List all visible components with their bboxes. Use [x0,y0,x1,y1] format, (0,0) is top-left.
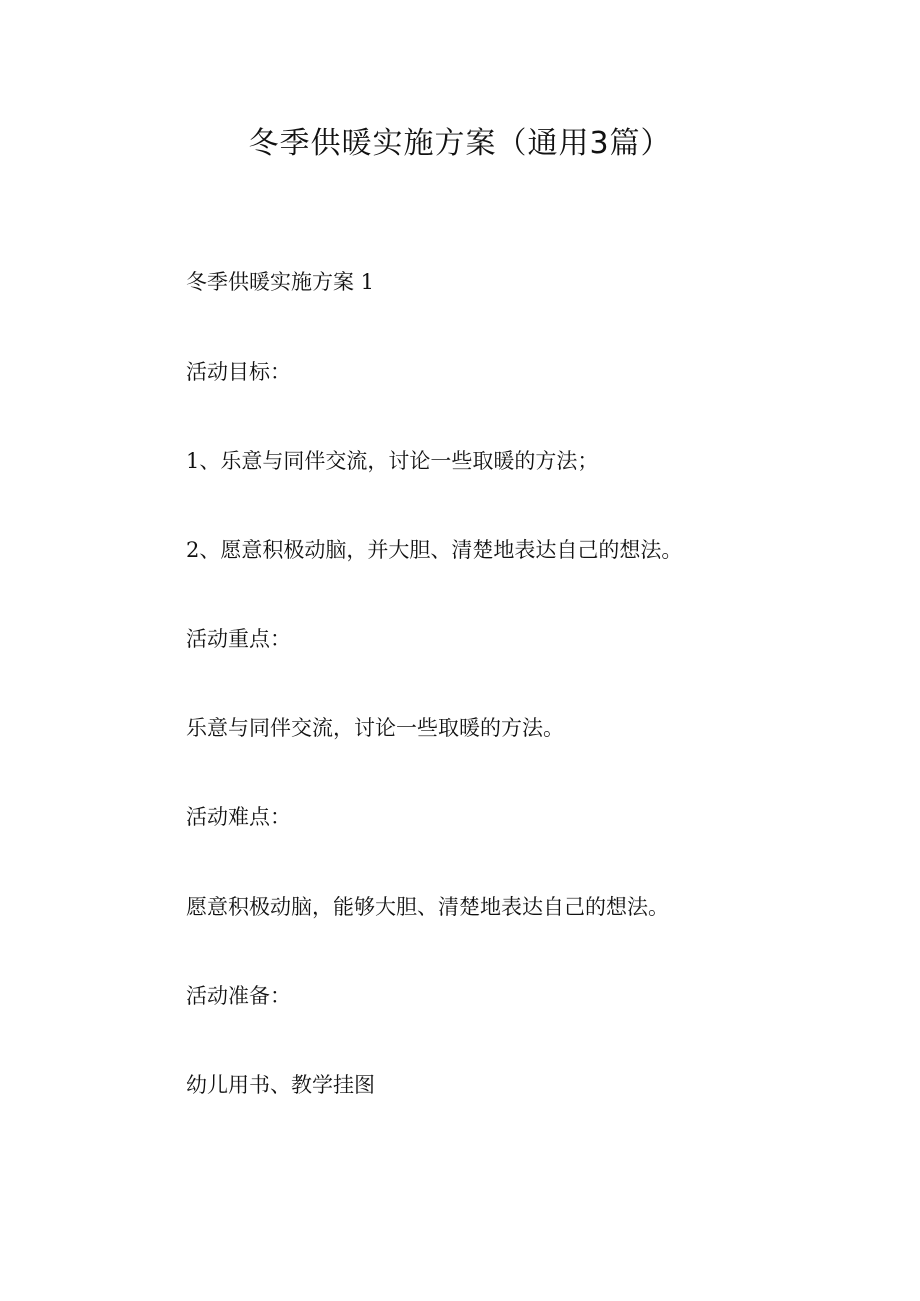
subheading-preparation: 活动准备： [186,984,291,1008]
difficulty-text: 愿意积极动脑，能够大胆、清楚地表达自己的想法。 [186,895,669,919]
subheading-goals: 活动目标： [186,360,291,384]
subheading-key-point: 活动重点： [186,627,291,651]
document-title: 冬季供暖实施方案（通用3篇） [248,126,672,161]
key-point-text: 乐意与同伴交流，讨论一些取暖的方法。 [186,716,564,740]
subheading-difficulty: 活动难点： [186,805,291,829]
section-heading: 冬季供暖实施方案 1 [186,270,375,294]
preparation-text: 幼儿用书、教学挂图 [186,1073,375,1097]
goal-item-1: 1、乐意与同伴交流，讨论一些取暖的方法； [186,449,599,473]
goal-item-2: 2、愿意积极动脑，并大胆、清楚地表达自己的想法。 [186,538,683,562]
